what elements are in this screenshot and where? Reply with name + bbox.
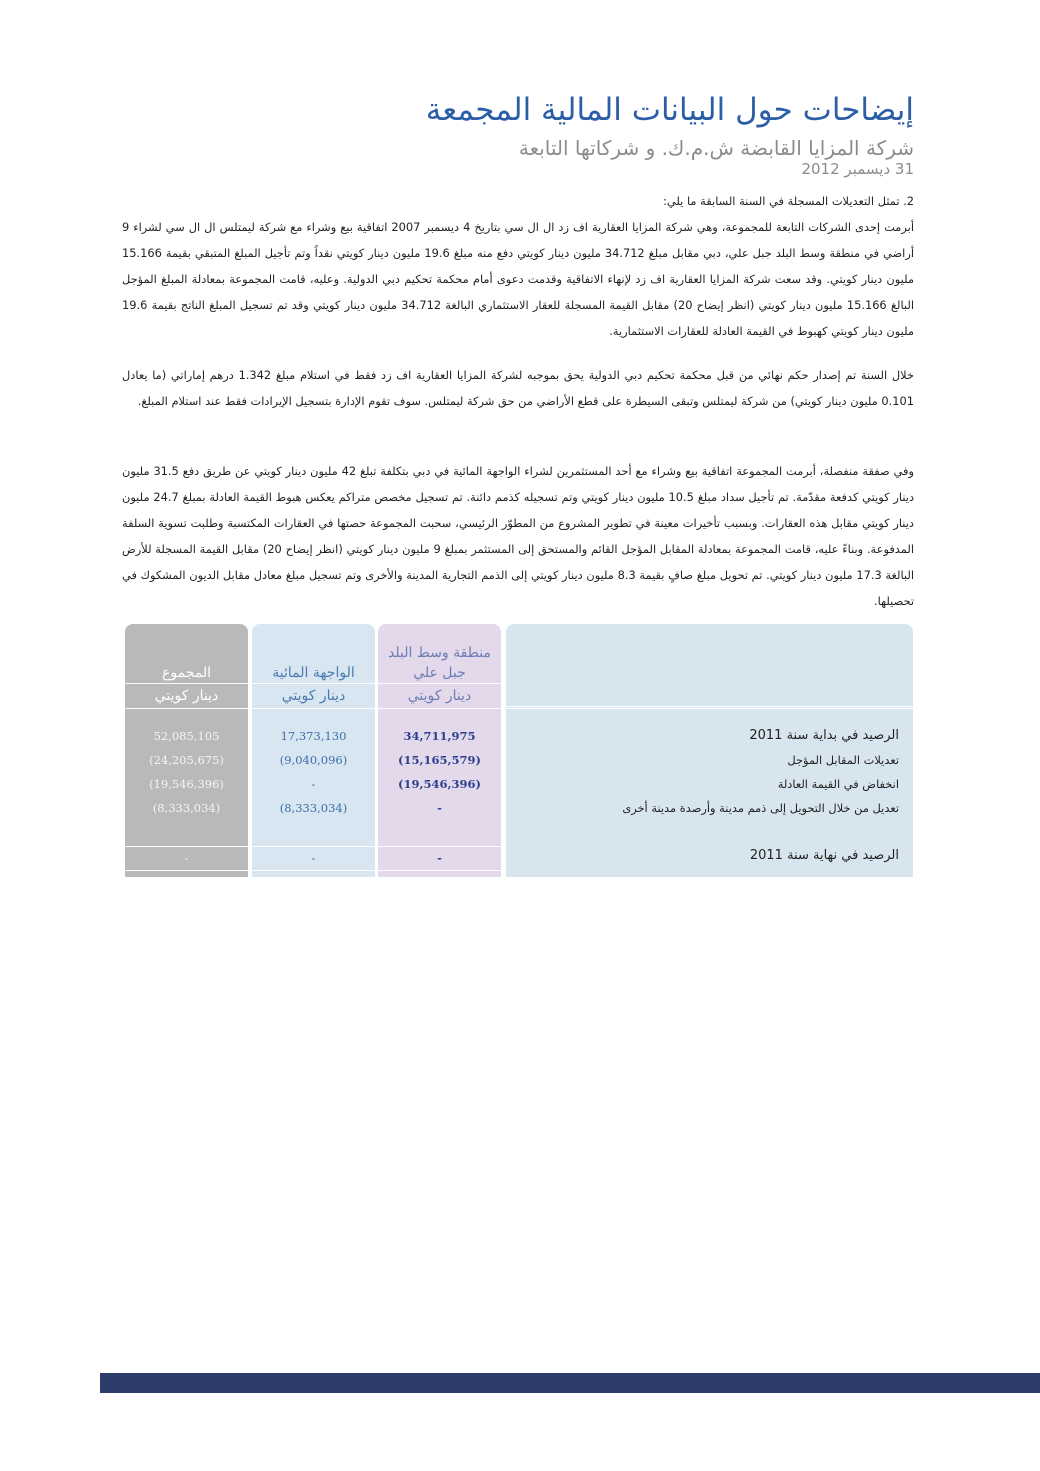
total-divider <box>252 870 375 871</box>
header-divider <box>378 708 501 709</box>
row-label-opening: الرصيد في بداية سنة 2011 <box>749 728 899 743</box>
company-name: شركة المزايا القابضة ش.م.ك. و شركاتها التابعة <box>518 136 914 160</box>
note-heading: 2. تمثل التعديلات المسجلة في السنة السابقة ما يلي: <box>663 194 914 208</box>
total-divider <box>125 846 248 847</box>
column-unit: دينار كويتي <box>252 683 375 706</box>
table-column-total <box>125 624 248 877</box>
row-label-fair-value-decline: انخفاض في القيمة العادلة <box>777 777 899 791</box>
cell-closing: - <box>184 851 189 865</box>
total-divider <box>378 870 501 871</box>
column-unit: دينار كويتي <box>125 683 248 706</box>
cell-deferred-adjustments: (24,205,675) <box>149 753 224 767</box>
column-title: جبل علي <box>413 665 466 681</box>
cell-fair-value-decline: - <box>311 777 316 791</box>
table-column-waterfront <box>252 624 375 877</box>
column-header <box>378 624 501 708</box>
paragraph-waterfront: وفي صفقة منفصلة، أبرمت المجموعة اتفاقية بيع وشراء مع أحد المستثمرين لشراء الواجهة المائية في دبي بتكلفة تبلغ 42 مليون دينار كويتي عن طريق دفع 31.5 مليون دينار كويتي كدفعة مقدّمة. تم تأجيل سداد مبلغ 10.5 مليون دينار كويتي وتم تسجيله كذمم دائنة. تم تسجيل مخصص متراكم يعكس هبوط القيمة العادلة بمبلغ 24.7 مليون دينار كويتي مقابل هذه العقارات. وبسبب تأخيرات معينة في تطوير المشروع من المطوّر الرئيسي، سحبت المجموعة حصتها في العقارات المكتسبة وطلبت تسوية السلفة المدفوعة. وبناءً عليه، قامت المجموعة بمعادلة المقابل المؤجل القائم والمستحق إلى المستثمر بمبلغ 9 مليون دينار كويتي (انظر إيضاح 20) مقابل القيمة المسجلة للأرض البالغة 17.3 مليون دينار كويتي. تم تحويل مبلغ صافٍ بقيمة 8.3 مليون دينار كويتي إلى الذمم التجارية المدينة والأخرى وتم تسجيل مبلغ معادل مقابل الديون المشكوك في تحصيلها. <box>122 464 915 608</box>
cell-closing: - <box>311 851 316 865</box>
cell-deferred-adjustments: (15,165,579) <box>398 753 481 767</box>
paragraph-arbitration: خلال السنة تم إصدار حكم نهائي من قبل محكمة تحكيم دبي الدولية يحق بموجبه لشركة المزايا العقارية اف زد فقط في استلام مبلغ 1.342 درهم إماراتي (ما يعادل 0.101 مليون دينار كويتي) من شركة ليمتلس وتبقى السيطرة على قطع الأراضي من حق شركة ليمتلس. سوف تقوم الإدارة بتسجيل الإيرادات فقط عند استلام المبلغ. <box>122 368 914 408</box>
cell-opening: 52,085,105 <box>153 729 220 743</box>
cell-closing: - <box>437 851 442 865</box>
column-header <box>125 624 248 708</box>
table-column-jebel-ali <box>378 624 501 877</box>
cell-transfer-receivables: - <box>437 801 442 815</box>
cell-fair-value-decline: (19,546,396) <box>149 777 224 791</box>
column-header <box>252 624 375 708</box>
column-title: الواجهة المائية <box>272 665 355 681</box>
total-divider <box>378 846 501 847</box>
header-divider <box>506 706 913 707</box>
row-label-closing: الرصيد في نهاية سنة 2011 <box>749 848 899 863</box>
header-divider <box>125 708 248 709</box>
header-divider <box>252 708 375 709</box>
table-label-column <box>506 624 913 877</box>
cell-fair-value-decline: (19,546,396) <box>398 777 481 791</box>
report-date: 31 ديسمبر 2012 <box>801 160 914 178</box>
page-title: إيضاحات حول البيانات المالية المجمعة <box>425 92 914 128</box>
total-divider <box>252 846 375 847</box>
cell-opening: 17,373,130 <box>280 729 347 743</box>
cell-transfer-receivables: (8,333,034) <box>152 801 221 815</box>
column-title: منطقة وسط البلد <box>388 645 491 661</box>
cell-transfer-receivables: (8,333,034) <box>279 801 348 815</box>
cell-opening: 34,711,975 <box>403 729 476 743</box>
column-unit: دينار كويتي <box>378 683 501 706</box>
row-label-deferred-adjustments: تعديلات المقابل المؤجل <box>787 753 899 767</box>
header-divider <box>506 708 913 709</box>
footer-bar <box>100 1373 1040 1393</box>
cell-deferred-adjustments: (9,040,096) <box>279 753 348 767</box>
total-divider <box>125 870 248 871</box>
row-label-transfer-receivables: تعديل من خلال التحويل إلى ذمم مدينة وأرصدة مدينة أخرى <box>622 801 899 815</box>
paragraph-limitless: أبرمت إحدى الشركات التابعة للمجموعة، وهي شركة المزايا العقارية اف زد ال ال سي بتاريخ 4 ديسمبر 2007 اتفاقية بيع وشراء مع شركة ليمتلس ال ال سي لشراء 9 أراضي في منطقة وسط البلد جبل علي، دبي مقابل مبلغ 34.712 مليون دينار كويتي دفع منه مبلغ 19.6 مليون دينار كويتي نقداً وتم تأجيل المبلغ المتبقي بقيمة 15.166 مليون دينار كويتي. وقد سعت شركة المزايا العقارية اف زد لإنهاء الاتفاقية وقدمت دعوى أمام محكمة تحكيم دبي الدولية. وعليه، قامت المجموعة بمعادلة المبلغ المؤجل البالغ 15.166 مليون دينار كويتي (انظر إيضاح 20) مقابل القيمة المسجلة للعقار الاستثماري البالغة 34.712 مليون دينار كويتي وقد تم تسجيل المبلغ الناتج بقيمة 19.6 مليون دينار كويتي كهبوط في القيمة العادلة للعقارات الاستثمارية. <box>122 220 915 338</box>
column-title: المجموع <box>162 665 211 681</box>
